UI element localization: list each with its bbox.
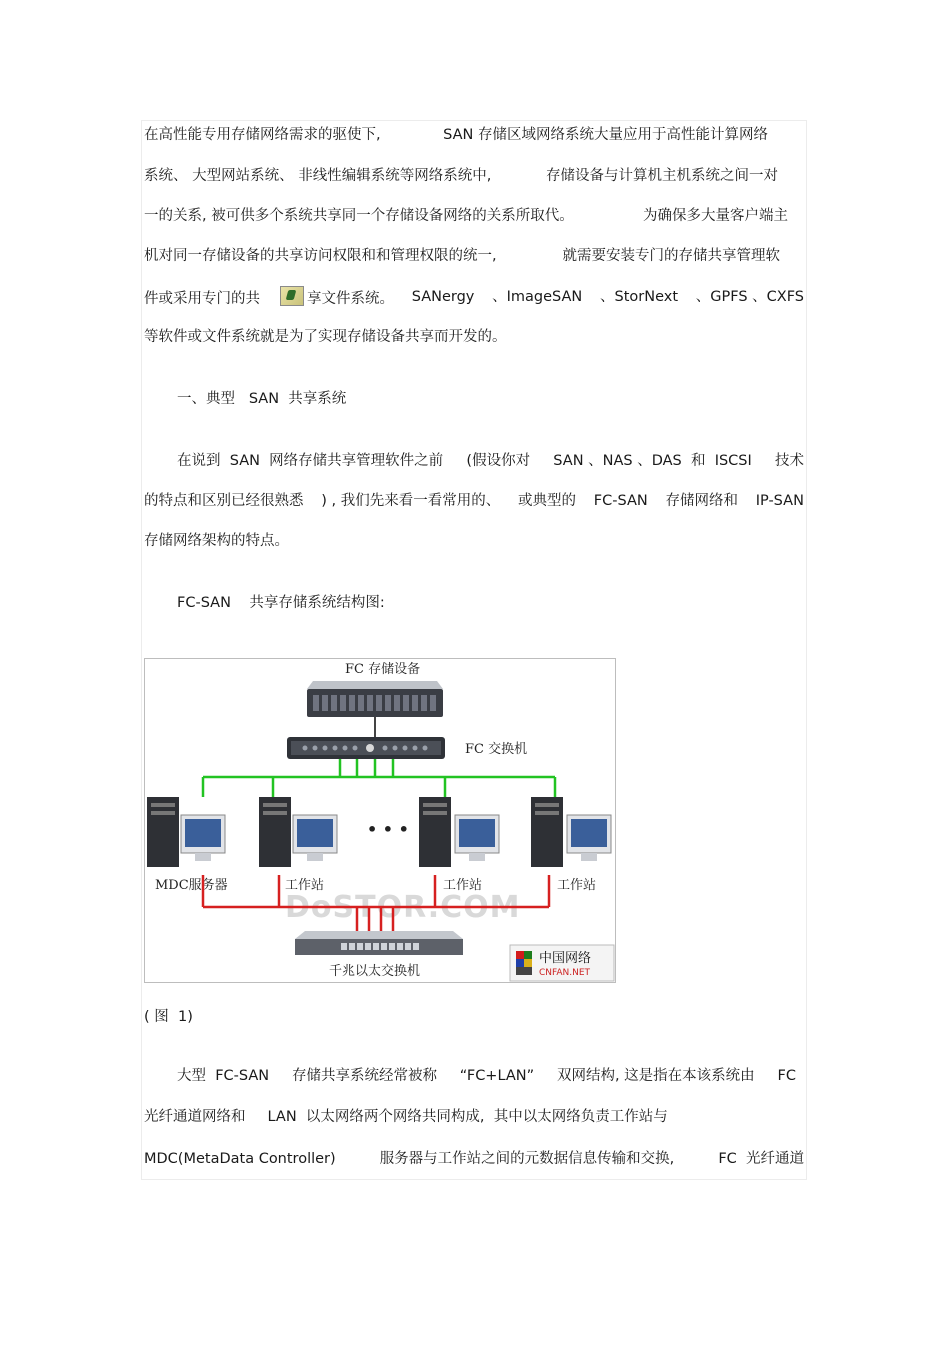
text-fragment: 件或采用专门的共	[144, 291, 260, 307]
text-segment: 、GPFS 、CXFS	[695, 289, 804, 305]
text-segment: 就需要安装专门的存储共享管理软	[562, 248, 780, 264]
text-segment: SAN 存储区域网络系统大量应用于高性能计算网络	[443, 127, 768, 143]
paragraph3-line2	[144, 1106, 804, 1128]
caption-text: ( 图 1)	[144, 1009, 193, 1025]
text-segment: 双网结构, 这是指在本该系统由	[556, 1068, 755, 1084]
logo-cn-text: 中国网络	[539, 951, 592, 966]
paragraph1-line2	[144, 165, 804, 187]
storage-array-icon	[307, 681, 443, 717]
text-segment: FC-SAN	[593, 493, 648, 509]
paragraph3-line1	[144, 1065, 804, 1087]
paragraph1-line6	[144, 326, 804, 348]
text-segment: SANergy	[411, 289, 475, 305]
text-segment: 在高性能专用存储网络需求的驱使下,	[144, 127, 381, 143]
document-icon	[280, 286, 304, 306]
paragraph2-line3	[144, 530, 804, 552]
text-segment: SAN 、NAS 、DAS 和 ISCSI	[553, 453, 752, 469]
mdc-server-icon	[147, 797, 225, 867]
text-segment: FC	[777, 1068, 796, 1084]
ethernet-switch-label: 千兆以太交换机	[329, 964, 421, 979]
cnfan-logo	[510, 945, 614, 981]
text-segment: 或典型的	[518, 493, 577, 509]
text-segment: 光纤通道网络和	[144, 1109, 246, 1125]
paragraph2-line2	[144, 490, 804, 512]
workstation-icon	[259, 797, 337, 867]
fc-switch-icon	[287, 737, 445, 759]
paragraph1-line4	[144, 245, 804, 267]
text-segment: ) , 我们先来看一看常用的、	[321, 493, 501, 509]
workstation-label: 工作站	[557, 878, 597, 893]
text-segment: 存储设备与计算机主机系统之间一对	[546, 168, 778, 184]
text-segment: 一的关系, 被可供多个系统共享同一个存储设备网络的关系所取代。	[144, 208, 574, 224]
ellipsis-text: • • •	[367, 820, 409, 839]
watermark-text: DoSTOR.COM	[285, 890, 521, 925]
text-segment: 存储网络和	[665, 493, 738, 509]
logo-en-text: CNFAN.NET	[539, 968, 591, 978]
text-segment: MDC(MetaData Controller)	[144, 1151, 336, 1167]
paragraph2-line1	[144, 450, 804, 472]
paragraph1-line3	[144, 205, 804, 227]
text-segment: 的特点和区别已经很熟悉	[144, 493, 304, 509]
text-segment: 服务器与工作站之间的元数据信息传输和交换,	[379, 1151, 675, 1167]
fc-storage-label: FC 存储设备	[345, 662, 421, 677]
mdc-server-label: MDC服务器	[155, 878, 228, 893]
text-segment	[144, 286, 394, 308]
ethernet-switch-icon	[295, 931, 463, 955]
text-segment: LAN 以太网络两个网络共同构成, 其中以太网络负责工作站与	[267, 1109, 668, 1125]
text-segment: 、StorNext	[600, 289, 679, 305]
paragraph1-line1	[144, 124, 804, 146]
text-segment: “FC+LAN”	[459, 1068, 535, 1084]
text-segment: 存储网络架构的特点。	[144, 533, 289, 549]
text-segment: 、ImageSAN	[492, 289, 583, 305]
text-segment: 系统、 大型网站系统、 非线性编辑系统等网络系统中,	[144, 168, 492, 184]
figure-caption	[144, 1006, 804, 1028]
paragraph1-line5	[144, 286, 804, 308]
text-segment: 机对同一存储设备的共享访问权限和和管理权限的统一,	[144, 248, 497, 264]
text-segment: (假设你对	[466, 453, 531, 469]
network-diagram-svg	[145, 659, 615, 982]
figure-intro-text: FC-SAN 共享存储系统结构图:	[177, 595, 385, 611]
heading-text: 一、典型 SAN 共享系统	[177, 391, 347, 407]
workstation-icon	[531, 797, 611, 867]
workstation-label: 工作站	[443, 878, 483, 893]
text-segment: 等软件或文件系统就是为了实现存储设备共享而开发的。	[144, 329, 507, 345]
workstation-label: 工作站	[285, 878, 325, 893]
text-segment: 存储共享系统经常被称	[291, 1068, 437, 1084]
section-heading	[144, 388, 804, 410]
figure-intro	[144, 592, 804, 614]
text-fragment: 享文件系统。	[307, 291, 394, 307]
workstation-icon	[419, 797, 499, 867]
text-segment: 为确保多大量客户端主	[643, 208, 788, 224]
text-segment: IP-SAN	[755, 493, 804, 509]
paragraph3-line3	[144, 1148, 804, 1170]
text-segment: 大型 FC-SAN	[177, 1068, 270, 1084]
fc-links	[203, 759, 555, 797]
text-segment: 技术	[775, 453, 804, 469]
network-diagram	[144, 658, 616, 983]
text-segment: FC 光纤通道	[718, 1151, 804, 1167]
text-segment: 在说到 SAN 网络存储共享管理软件之前	[177, 453, 444, 469]
fc-switch-label: FC 交换机	[465, 742, 528, 757]
